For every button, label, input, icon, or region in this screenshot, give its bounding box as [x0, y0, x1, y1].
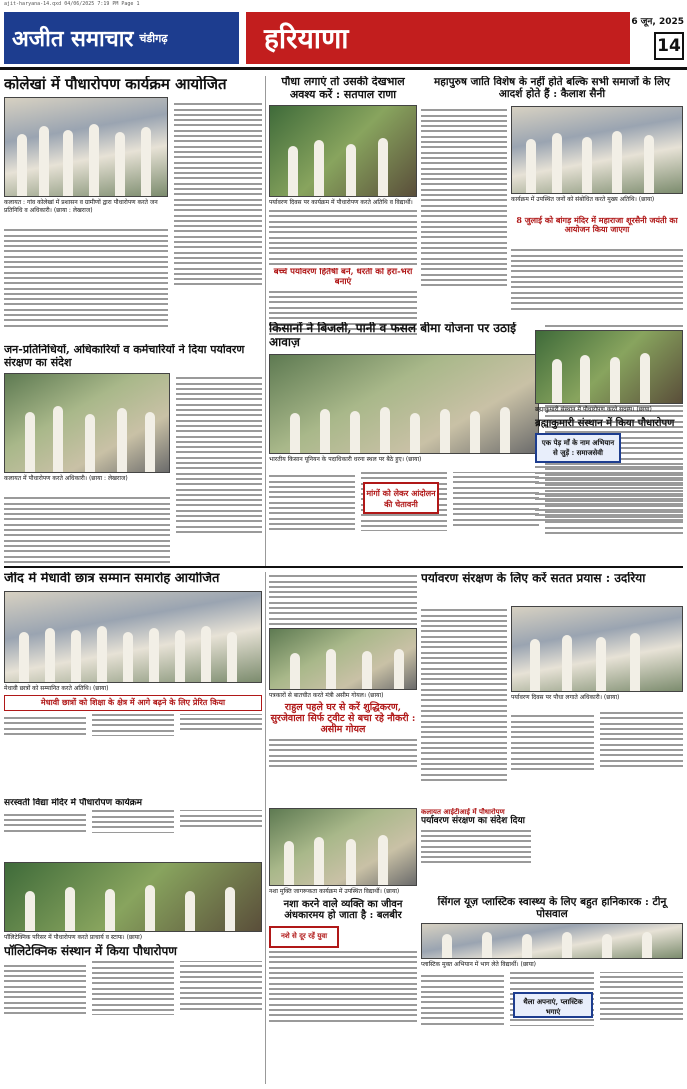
photo-caption: कार्यक्रम में उपस्थित जनों को संबोधित करते मुख्य अतिथि। (छाया)	[511, 196, 655, 203]
article-body	[4, 961, 262, 1015]
article-saraswati	[4, 798, 262, 858]
news-photo	[511, 606, 683, 692]
article-body	[421, 830, 531, 864]
sub-headline: 8 जुलाई को बांगड़ मंदिर में महाराजा शूरसैनी जयंती का आयोजन किया जाएगा	[516, 215, 678, 235]
headline: पर्यावरण संरक्षण के लिए करें सतत प्रयास : उदरिया	[421, 572, 646, 585]
article-body-lower	[4, 494, 170, 566]
news-photo	[269, 354, 539, 454]
issue-date: 6 जून, 2025	[631, 17, 684, 27]
article-body	[421, 606, 507, 784]
article-kailash-saini	[421, 76, 683, 326]
news-photo	[535, 330, 683, 404]
article-brahmakumari	[535, 330, 683, 562]
article-jan-pratinidhi	[4, 344, 262, 569]
article-body	[174, 100, 262, 289]
photo-caption: पर्यावरण दिवस पर पौधा लगाते अधिकारी। (छाया)	[511, 694, 620, 701]
photo-caption: पत्रकारों से बातचीत करते मंत्री असीम गोयल। (छाया)	[269, 692, 384, 700]
headline: सरस्वती विद्या मंदिर में पौधारोपण कार्यक्रम	[4, 798, 142, 808]
article-body	[176, 374, 262, 536]
article-body	[421, 106, 507, 289]
news-photo	[269, 628, 417, 690]
headline: राहुल पहले घर से करें शुद्धिकरण, सुरजेवाला सिर्फ ट्वीट से बचा रहे नौकरी : असीम गोयल	[270, 701, 416, 735]
article-body-lower	[4, 226, 168, 330]
news-photo	[4, 862, 262, 932]
page-number: 14	[654, 32, 684, 60]
section-title: हरियाणा	[246, 12, 630, 64]
headline: किसानों ने बिजली, पानी व फसल बीमा योजना पर उठाई आवाज़	[269, 322, 516, 349]
headline: ब्रह्माकुमारी संस्थान में किया पौधारोपण	[535, 417, 675, 429]
article-body-2	[511, 712, 683, 772]
column-rule	[265, 572, 266, 1084]
photo-caption: मेधावी छात्रों को सम्मानित करते अतिथि। (छाया)	[4, 684, 109, 692]
pull-quote: मांगों को लेकर आंदोलन की चेतावनी	[363, 482, 439, 514]
photo-caption: कलायत : गांव कोलेखां में प्रशासन व ग्रामीणों द्वारा पौधारोपण करते जन प्रतिनिधि व अधिकारी। (छाया : लेखराज)	[4, 199, 158, 214]
photo-caption: पर्यावरण दिवस पर कार्यक्रम में पौधारोपण करते अतिथि व विद्यार्थी।	[269, 199, 413, 207]
news-photo	[4, 591, 262, 683]
article-iti	[421, 808, 531, 892]
highlight-band: मेधावी छात्रों को शिक्षा के क्षेत्र में आगे बढ़ने के लिए प्रेरित किया	[4, 695, 262, 710]
news-photo	[421, 923, 683, 959]
article-body	[269, 739, 417, 767]
article-polytechnic	[4, 862, 262, 1086]
headline: जींद में मेधावी छात्र सम्मान समारोह आयोजित	[4, 572, 220, 586]
headline: पॉलिटेक्निक संस्थान में किया पौधारोपण	[4, 943, 177, 958]
article-single-use-plastic	[421, 896, 683, 1086]
news-photo	[511, 106, 683, 194]
newspaper-brand	[4, 12, 239, 64]
news-photo	[4, 97, 168, 197]
article-body	[535, 466, 683, 521]
brand-name: अजीत समाचार	[12, 26, 134, 52]
headline: सिंगल यूज़ प्लास्टिक स्वास्थ्य के लिए बहुत हानिकारक : टीनू पोसवाल	[437, 896, 667, 921]
article-medhavi-chhatra	[4, 572, 262, 794]
article-body-2	[511, 246, 683, 313]
news-photo	[269, 808, 417, 886]
headline: बच्चे पर्यावरण हितैषी बनें, धरती को हरा-भरा बनाएं	[269, 268, 417, 288]
pull-quote: थैला अपनाएं, प्लास्टिक भगाएं	[513, 992, 593, 1018]
section-divider	[4, 566, 683, 568]
photo-caption: भारतीय किसान यूनियन के पदाधिकारी धरना स्थल पर बैठे हुए। (छाया)	[269, 455, 422, 463]
article-nasha	[269, 808, 417, 1086]
article-body	[269, 951, 417, 1022]
print-slug: ajit-haryana-14.qxd 04/06/2025 7:19 PM Page 1	[4, 1, 140, 7]
headline: पर्यावरण संरक्षण का संदेश दिया	[421, 816, 526, 827]
photo-caption: प्लास्टिक मुक्त अभियान में भाग लेते विद्यार्थी। (छाया)	[421, 961, 536, 969]
masthead	[0, 8, 687, 70]
photo-caption: नशा मुक्ति जागरूकता कार्यक्रम में उपस्थित विद्यार्थी। (छाया)	[269, 888, 400, 895]
article-body-top	[269, 575, 417, 625]
headline: पौधा लगाएं तो उसकी देखभाल अवश्य करें : सतपाल राणा	[281, 76, 405, 101]
news-photo	[269, 105, 417, 197]
headline: महापुरुष जाति विशेष के नहीं होते बल्कि सभी समाजों के लिए आदर्श होते हैं : कैलाश सैनी	[434, 76, 670, 101]
pull-quote: एक पेड़ माँ के नाम अभियान से जुड़ें : समाजसेवी	[535, 433, 621, 463]
kicker: कलायत आईटीआई में पौधारोपण	[421, 808, 505, 816]
column-rule	[265, 76, 266, 566]
article-body	[4, 714, 262, 736]
news-photo	[4, 373, 170, 473]
photo-caption: कलायत में पौधारोपण करते अधिकारी। (छाया : लेखराज)	[4, 475, 128, 483]
photo-caption: पॉलिटेक्निक परिसर में पौधारोपण करते प्राचार्य व स्टाफ। (छाया)	[4, 934, 143, 941]
pull-quote: नशे से दूर रहें युवा	[269, 926, 339, 948]
headline: जन-प्रतिनिधियों, अधिकारियों व कर्मचारियों ने दिया पर्यावरण संरक्षण का संदेश	[4, 344, 245, 369]
article-udariya	[421, 572, 683, 804]
article-body	[4, 810, 262, 832]
article-aseem-goyal	[269, 572, 417, 804]
headline: कोलेखां में पौधारोपण कार्यक्रम आयोजित	[4, 76, 227, 93]
photo-caption: ब्रह्माकुमारी संस्थान में पौधारोपण करते सदस्य। (छाया)	[535, 406, 652, 413]
article-kolekhan	[4, 76, 262, 341]
edition-city: चंडीगढ़	[139, 31, 168, 45]
date-block	[631, 12, 684, 64]
headline: नशा करने वाले व्यक्ति का जीवन अंधकारमय हो जाता है : बलबीर	[283, 898, 403, 921]
